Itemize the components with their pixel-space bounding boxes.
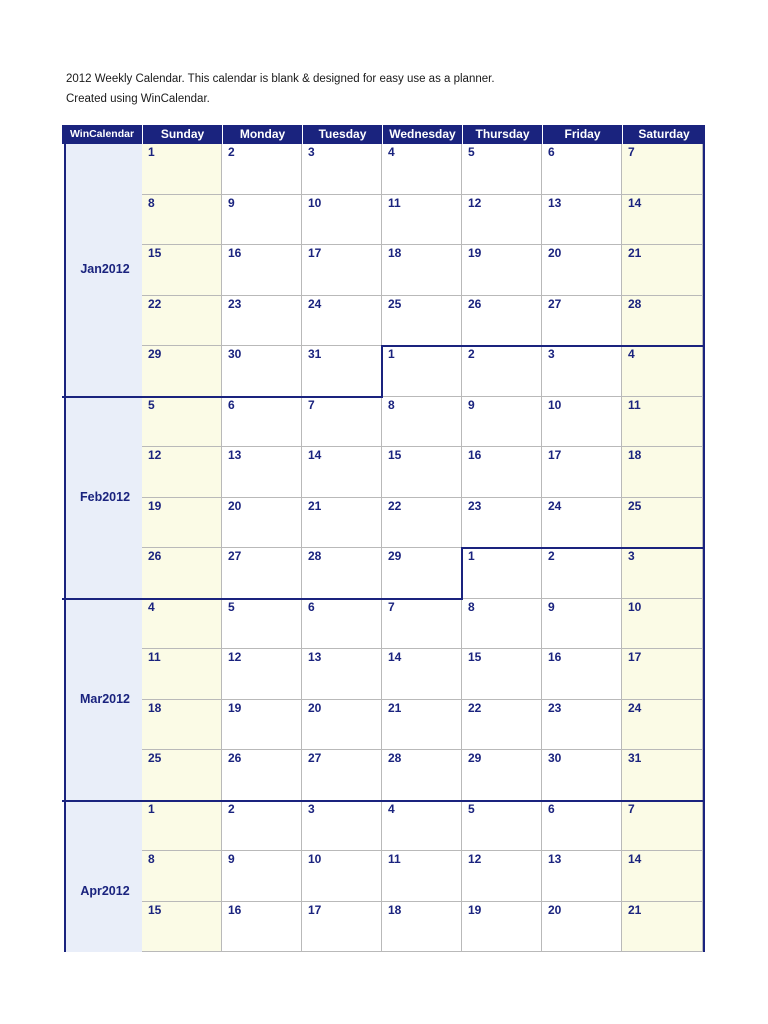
day-cell[interactable] [302,750,382,801]
day-number: 17 [628,650,642,664]
day-number: 1 [468,549,475,563]
month-separator [62,396,383,398]
day-cell[interactable] [462,902,542,953]
day-cell[interactable] [302,447,382,498]
day-cell[interactable] [462,851,542,902]
day-number: 17 [548,448,562,462]
day-cell[interactable] [622,649,703,700]
day-cell[interactable] [142,902,222,953]
day-cell[interactable] [142,296,222,347]
day-cell[interactable] [142,195,222,246]
calendar [62,125,705,952]
day-cell[interactable] [542,144,622,195]
day-cell[interactable] [142,750,222,801]
day-cell[interactable] [382,902,462,953]
day-cell[interactable] [622,750,703,801]
day-number: 21 [308,498,322,513]
month-column-mar2012 [64,599,142,801]
brand-label: WinCalendar [69,128,135,140]
day-number: 17 [308,246,322,260]
day-cell[interactable] [462,700,542,751]
day-number: 11 [148,650,161,664]
day-cell[interactable] [302,548,382,599]
day-cell[interactable] [382,801,462,852]
day-number: 20 [308,700,322,715]
day-number: 31 [628,751,642,765]
day-number: 10 [548,397,562,412]
month-separator [381,345,383,397]
day-cell[interactable] [622,599,703,650]
day-number: 25 [628,498,642,513]
day-cell[interactable] [382,851,462,902]
day-number: 4 [388,145,395,159]
header-tuesday: Tuesday [302,125,382,144]
day-cell[interactable] [462,649,542,700]
day-number: 26 [228,751,242,765]
day-cell[interactable] [462,195,542,246]
day-number: 1 [148,801,155,816]
day-number: 15 [148,902,162,917]
day-number: 12 [468,852,482,866]
day-cell[interactable] [622,548,703,599]
day-number: 3 [308,801,315,816]
day-cell[interactable] [302,296,382,347]
day-number: 26 [148,549,162,563]
day-cell[interactable] [462,801,542,852]
day-cell[interactable] [302,902,382,953]
day-number: 19 [148,498,162,513]
day-number: 7 [628,145,635,159]
day-number: 30 [228,347,242,361]
day-number: 5 [468,801,475,816]
day-number: 14 [308,448,322,462]
month-label: Jan2012 [80,262,130,277]
day-cell[interactable] [222,245,302,296]
day-number: 29 [148,347,162,361]
intro-line-2: Created using WinCalendar. [66,93,210,105]
day-cell[interactable] [222,548,302,599]
day-number: 23 [548,700,562,715]
day-number: 25 [388,296,402,311]
day-cell[interactable] [302,649,382,700]
day-cell[interactable] [382,700,462,751]
day-cell[interactable] [222,649,302,700]
day-number: 7 [628,801,635,816]
day-number: 29 [468,751,482,765]
day-number: 10 [308,195,322,210]
day-number: 9 [228,195,235,210]
day-number: 2 [228,801,235,816]
day-cell[interactable] [382,548,462,599]
day-number: 13 [548,195,562,210]
day-cell[interactable] [382,195,462,246]
day-cell[interactable] [542,397,622,448]
day-cell[interactable] [142,397,222,448]
month-separator [62,598,463,600]
month-separator [62,800,703,802]
day-cell[interactable] [462,750,542,801]
day-cell[interactable] [542,801,622,852]
day-number: 1 [148,145,155,159]
day-number: 1 [388,347,395,361]
day-cell[interactable] [222,144,302,195]
day-cell[interactable] [222,346,302,397]
day-number: 18 [388,246,402,260]
day-cell[interactable] [542,750,622,801]
day-number: 3 [628,549,635,563]
day-cell[interactable] [542,700,622,751]
day-cell[interactable] [142,498,222,549]
day-cell[interactable] [302,498,382,549]
day-cell[interactable] [222,700,302,751]
month-separator [461,547,705,549]
day-number: 6 [548,145,555,159]
month-label: Apr2012 [80,884,130,899]
day-number: 13 [228,448,242,462]
day-cell[interactable] [462,144,542,195]
day-cell[interactable] [302,397,382,448]
day-cell[interactable] [382,750,462,801]
day-number: 11 [388,852,401,866]
day-number: 12 [468,195,482,210]
day-cell[interactable] [542,902,622,953]
day-number: 19 [468,902,482,917]
month-column-feb2012 [64,397,142,599]
day-cell[interactable] [222,902,302,953]
day-number: 3 [308,145,315,159]
day-number: 26 [468,296,482,311]
day-number: 28 [388,751,402,765]
day-cell[interactable] [382,397,462,448]
day-number: 27 [228,549,242,563]
day-number: 7 [388,599,395,614]
day-number: 15 [388,448,402,462]
day-number: 5 [148,397,155,412]
day-cell[interactable] [462,548,542,599]
day-cell[interactable] [222,599,302,650]
day-cell[interactable] [542,195,622,246]
day-cell[interactable] [622,346,703,397]
day-number: 19 [228,700,242,715]
day-number: 20 [548,902,562,917]
day-number: 15 [148,246,162,260]
day-number: 18 [148,700,162,715]
day-number: 13 [548,852,562,866]
day-cell[interactable] [222,851,302,902]
day-number: 7 [308,397,315,412]
day-number: 19 [468,246,482,260]
day-number: 24 [308,296,322,311]
day-cell[interactable] [542,296,622,347]
day-number: 31 [308,347,322,361]
day-cell[interactable] [382,649,462,700]
day-cell[interactable] [622,801,703,852]
day-number: 10 [308,852,322,866]
header-thursday: Thursday [462,125,542,144]
day-cell[interactable] [302,700,382,751]
header-friday: Friday [542,125,622,144]
day-number: 4 [628,347,635,361]
day-number: 8 [388,397,395,412]
day-cell[interactable] [622,851,703,902]
day-cell[interactable] [462,599,542,650]
day-cell[interactable] [142,801,222,852]
day-cell[interactable] [462,498,542,549]
day-number: 20 [548,246,562,260]
day-cell[interactable] [462,346,542,397]
day-number: 16 [228,902,242,917]
day-cell[interactable] [542,599,622,650]
day-cell[interactable] [302,851,382,902]
month-separator [381,345,705,347]
day-number: 8 [468,599,475,614]
day-cell[interactable] [622,195,703,246]
day-number: 15 [468,650,482,664]
day-number: 11 [628,397,641,412]
day-cell[interactable] [622,296,703,347]
day-number: 29 [388,549,402,563]
day-number: 23 [228,296,242,311]
day-number: 6 [308,599,315,614]
month-column-apr2012 [64,801,142,953]
day-cell[interactable] [142,346,222,397]
day-number: 30 [548,751,562,765]
day-cell[interactable] [462,245,542,296]
day-number: 12 [148,448,162,462]
day-number: 22 [468,700,482,715]
day-cell[interactable] [622,447,703,498]
day-cell[interactable] [222,498,302,549]
day-number: 5 [468,145,475,159]
day-number: 17 [308,902,322,917]
day-cell[interactable] [302,801,382,852]
day-cell[interactable] [222,750,302,801]
day-cell[interactable] [382,447,462,498]
day-cell[interactable] [142,447,222,498]
day-cell[interactable] [142,649,222,700]
day-number: 3 [548,347,555,361]
day-cell[interactable] [382,296,462,347]
day-cell[interactable] [622,700,703,751]
day-cell[interactable] [302,346,382,397]
day-cell[interactable] [302,195,382,246]
day-number: 4 [148,599,155,614]
day-number: 16 [228,246,242,260]
day-number: 27 [308,751,322,765]
month-label: Mar2012 [79,691,131,706]
day-number: 13 [308,650,322,664]
day-cell[interactable] [142,245,222,296]
day-number: 2 [468,347,475,361]
day-cell[interactable] [222,801,302,852]
day-cell[interactable] [462,397,542,448]
day-number: 22 [388,498,402,513]
day-cell[interactable] [382,245,462,296]
day-cell[interactable] [622,498,703,549]
month-label: Feb2012 [79,489,131,504]
day-cell[interactable] [382,144,462,195]
day-number: 6 [548,801,555,816]
day-cell[interactable] [222,447,302,498]
day-cell[interactable] [622,144,703,195]
day-cell[interactable] [302,599,382,650]
day-number: 21 [628,902,642,917]
day-cell[interactable] [142,851,222,902]
month-column-jan2012 [64,144,142,397]
day-number: 21 [388,700,402,715]
day-cell[interactable] [382,599,462,650]
day-number: 24 [628,700,642,715]
day-number: 10 [628,599,642,614]
day-number: 12 [228,650,242,664]
day-cell[interactable] [382,498,462,549]
header-saturday: Saturday [622,125,705,144]
day-number: 16 [468,448,482,462]
header-monday: Monday [222,125,302,144]
day-number: 18 [388,902,402,917]
day-cell[interactable] [302,245,382,296]
day-cell[interactable] [542,498,622,549]
day-cell[interactable] [622,245,703,296]
day-number: 8 [148,195,155,210]
day-cell[interactable] [542,245,622,296]
header-wednesday: Wednesday [382,125,462,144]
day-number: 11 [388,195,401,210]
day-number: 27 [548,296,562,311]
day-cell[interactable] [462,447,542,498]
day-number: 9 [468,397,475,412]
day-number: 2 [228,145,235,159]
day-cell[interactable] [222,195,302,246]
intro-text [66,69,495,109]
day-cell[interactable] [542,346,622,397]
day-number: 22 [148,296,162,311]
day-number: 25 [148,751,162,765]
day-cell[interactable] [142,548,222,599]
day-number: 23 [468,498,482,513]
day-number: 4 [388,801,395,816]
day-number: 2 [548,549,555,563]
day-cell[interactable] [302,144,382,195]
day-cell[interactable] [622,397,703,448]
day-number: 5 [228,599,235,614]
day-cell[interactable] [222,397,302,448]
day-cell[interactable] [142,144,222,195]
day-number: 28 [628,296,642,311]
day-cell[interactable] [542,548,622,599]
day-number: 28 [308,549,322,563]
day-number: 14 [628,852,642,866]
day-number: 20 [228,498,242,513]
day-number: 18 [628,448,642,462]
day-cell[interactable] [462,296,542,347]
header-sunday: Sunday [142,125,222,144]
day-cell[interactable] [142,599,222,650]
day-number: 9 [548,599,555,614]
calendar-grid [62,144,705,952]
day-number: 8 [148,852,155,866]
day-cell[interactable] [142,700,222,751]
calendar-header [62,125,705,144]
day-cell[interactable] [622,902,703,953]
day-cell[interactable] [542,851,622,902]
day-cell[interactable] [382,346,462,397]
day-number: 14 [388,650,402,664]
day-number: 9 [228,852,235,866]
day-cell[interactable] [542,447,622,498]
month-separator [461,547,463,599]
day-number: 14 [628,195,642,210]
day-cell[interactable] [542,649,622,700]
day-number: 16 [548,650,562,664]
day-cell[interactable] [222,296,302,347]
day-number: 21 [628,246,642,260]
day-number: 24 [548,498,562,513]
intro-line-1: 2012 Weekly Calendar. This calendar is blank & designed for easy use as a planner. [66,73,495,85]
day-number: 6 [228,397,235,412]
